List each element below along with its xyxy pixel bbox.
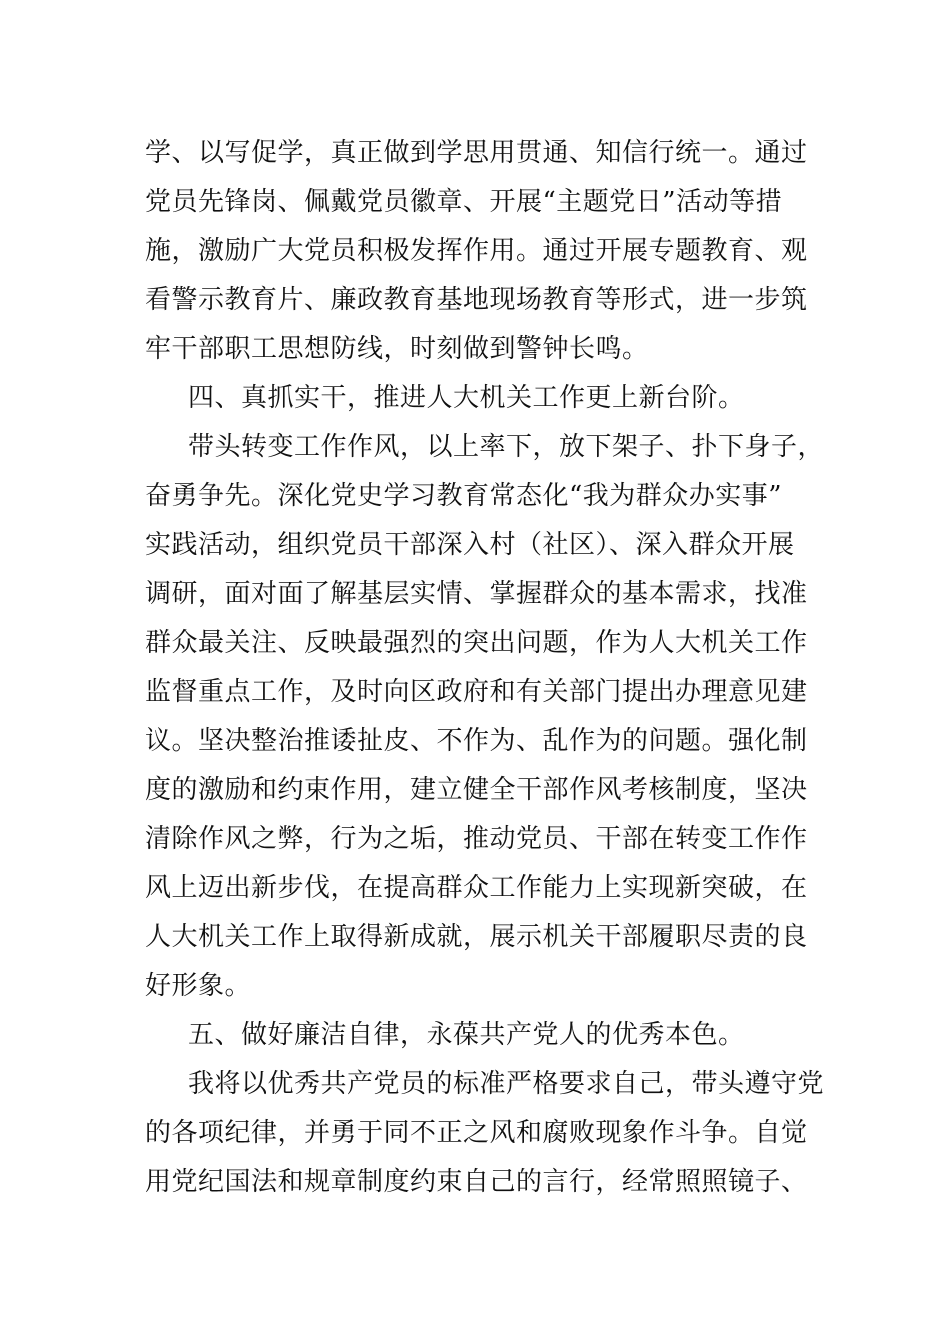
text-line: 议。坚决整治推诿扯皮、不作为、乱作为的问题。强化制 — [145, 726, 808, 756]
text-line: 的各项纪律，并勇于同不正之风和腐败现象作斗争。自觉 — [145, 1118, 808, 1148]
text-line: 实践活动，组织党员干部深入村（社区）、深入群众开展 — [145, 530, 795, 560]
section-heading-4: 四、真抓实干，推进人大机关工作更上新台阶。 — [188, 383, 745, 413]
text-line: 看警示教育片、廉政教育基地现场教育等形式，进一步筑 — [145, 285, 808, 315]
text-line: 群众最关注、反映最强烈的突出问题，作为人大机关工作 — [145, 628, 808, 658]
text-line: 清除作风之弊，行为之垢，推动党员、干部在转变工作作 — [145, 824, 808, 854]
text-line: 我将以优秀共产党员的标准严格要求自己，带头遵守党 — [188, 1069, 825, 1099]
text-line: 调研，面对面了解基层实情、掌握群众的基本需求，找准 — [145, 579, 808, 609]
text-line: 风上迈出新步伐，在提高群众工作能力上实现新突破，在 — [145, 873, 808, 903]
text-line: 人大机关工作上取得新成就，展示机关干部履职尽责的良 — [145, 922, 808, 952]
text-line: 度的激励和约束作用，建立健全干部作风考核制度，坚决 — [145, 775, 808, 805]
text-line: 监督重点工作，及时向区政府和有关部门提出办理意见建 — [145, 677, 808, 707]
text-line: 党员先锋岗、佩戴党员徽章、开展“主题党日”活动等措 — [145, 187, 783, 217]
text-line: 用党纪国法和规章制度约束自己的言行，经常照照镜子、 — [145, 1167, 808, 1197]
text-line: 施，激励广大党员积极发挥作用。通过开展专题教育、观 — [145, 236, 808, 266]
section-heading-5: 五、做好廉洁自律，永葆共产党人的优秀本色。 — [188, 1020, 745, 1050]
text-line: 学、以写促学，真正做到学思用贯通、知信行统一。通过 — [145, 138, 808, 168]
text-line: 带头转变工作作风，以上率下，放下架子、扑下身子， — [188, 432, 825, 462]
text-line: 奋勇争先。深化党史学习教育常态化“我为群众办实事” — [145, 481, 783, 511]
text-line: 牢干部职工思想防线，时刻做到警钟长鸣。 — [145, 334, 649, 364]
text-line: 好形象。 — [145, 971, 252, 1001]
